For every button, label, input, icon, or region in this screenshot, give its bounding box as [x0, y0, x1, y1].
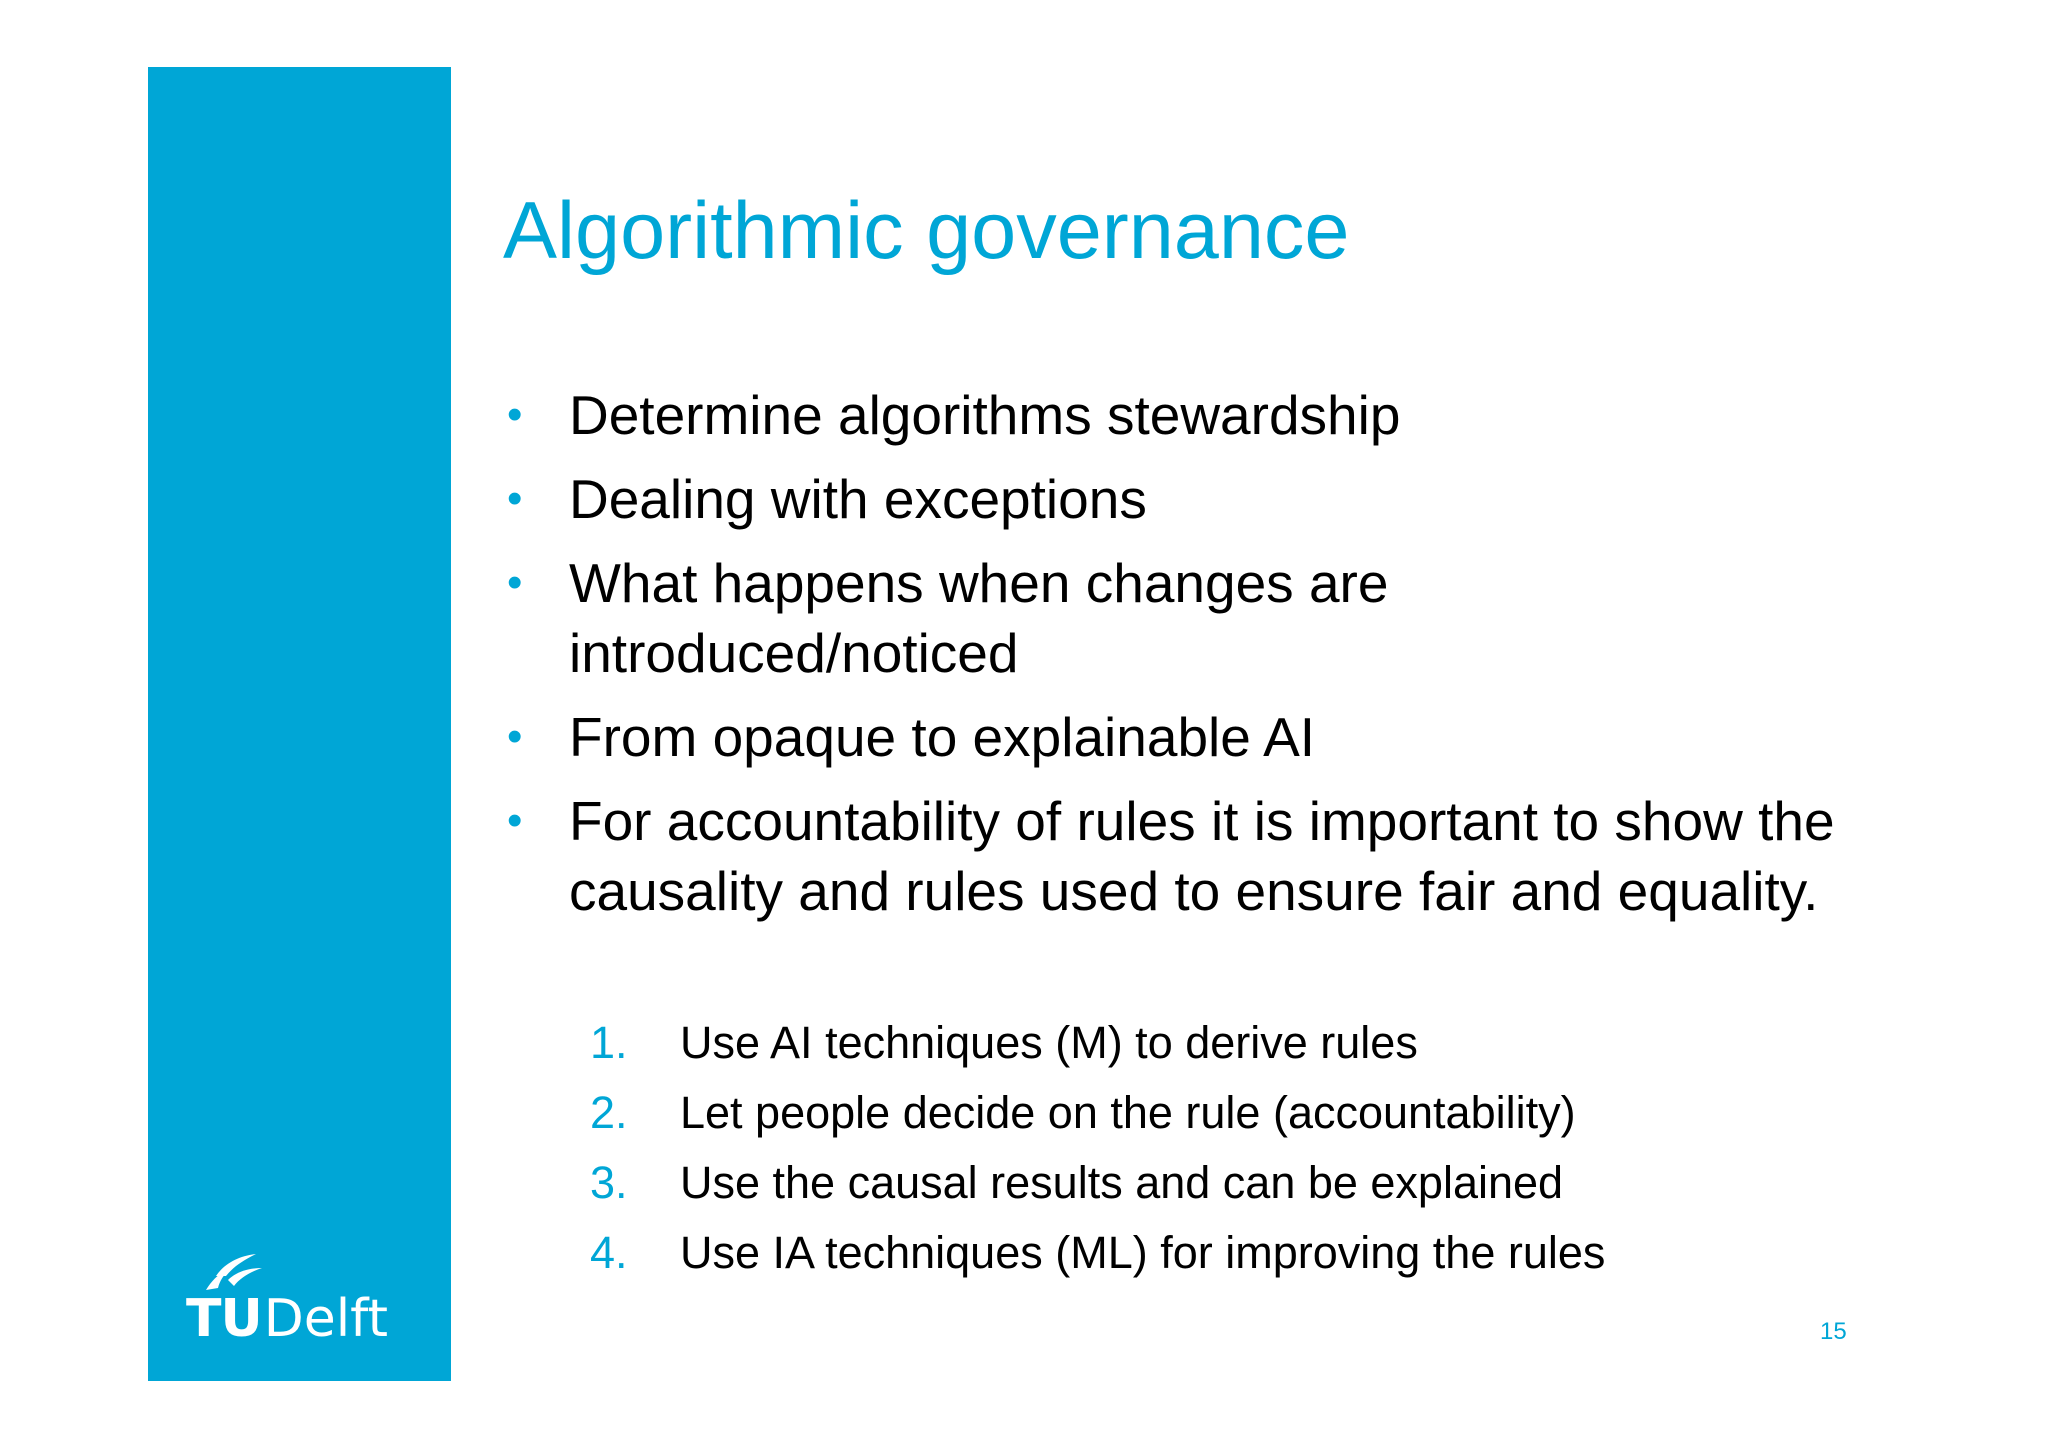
bullet-item	[503, 786, 1903, 926]
numbered-text: Use IA techniques (ML) for improving the rules	[680, 1227, 1606, 1278]
numbered-label: 3.	[590, 1157, 628, 1208]
bullet-text: Determine algorithms stewardship	[569, 384, 1401, 446]
bullet-icon: •	[507, 390, 523, 439]
numbered-label: 4.	[590, 1227, 628, 1278]
bullet-item	[503, 548, 1903, 688]
bullet-item	[503, 464, 1903, 534]
tu-delft-logo	[186, 1250, 416, 1349]
bullet-text: For accountability of rules it is important to show the causality and rules used to ensure fair and equality.	[569, 790, 1835, 922]
numbered-text: Use AI techniques (M) to derive rules	[680, 1017, 1418, 1068]
numbered-text: Use the causal results and can be explained	[680, 1157, 1564, 1208]
numbered-text: Let people decide on the rule (accountability)	[680, 1087, 1576, 1138]
logo-delft-text: Delft	[263, 1289, 388, 1349]
numbered-item	[590, 1078, 1890, 1148]
numbered-label: 2.	[590, 1087, 628, 1138]
bullet-icon: •	[507, 474, 523, 523]
bullet-text: Dealing with exceptions	[569, 468, 1147, 530]
bullet-icon: •	[507, 712, 523, 761]
bullet-item	[503, 380, 1903, 450]
numbered-item	[590, 1218, 1890, 1288]
numbered-label: 1.	[590, 1017, 628, 1068]
bullet-text: From opaque to explainable AI	[569, 706, 1316, 768]
brand-sidebar	[148, 67, 451, 1381]
bullet-text: What happens when changes are introduced/noticed	[569, 552, 1389, 684]
numbered-item	[590, 1008, 1890, 1078]
page-number: 15	[1820, 1318, 1847, 1345]
numbered-list	[590, 1008, 1890, 1288]
numbered-item	[590, 1148, 1890, 1218]
bullet-list	[503, 380, 1903, 940]
bullet-icon: •	[507, 796, 523, 845]
slide-title: Algorithmic governance	[503, 186, 1350, 276]
bullet-item	[503, 702, 1903, 772]
logo-tu-text: TU	[186, 1289, 262, 1349]
flame-icon	[198, 1250, 268, 1294]
bullet-icon: •	[507, 558, 523, 607]
